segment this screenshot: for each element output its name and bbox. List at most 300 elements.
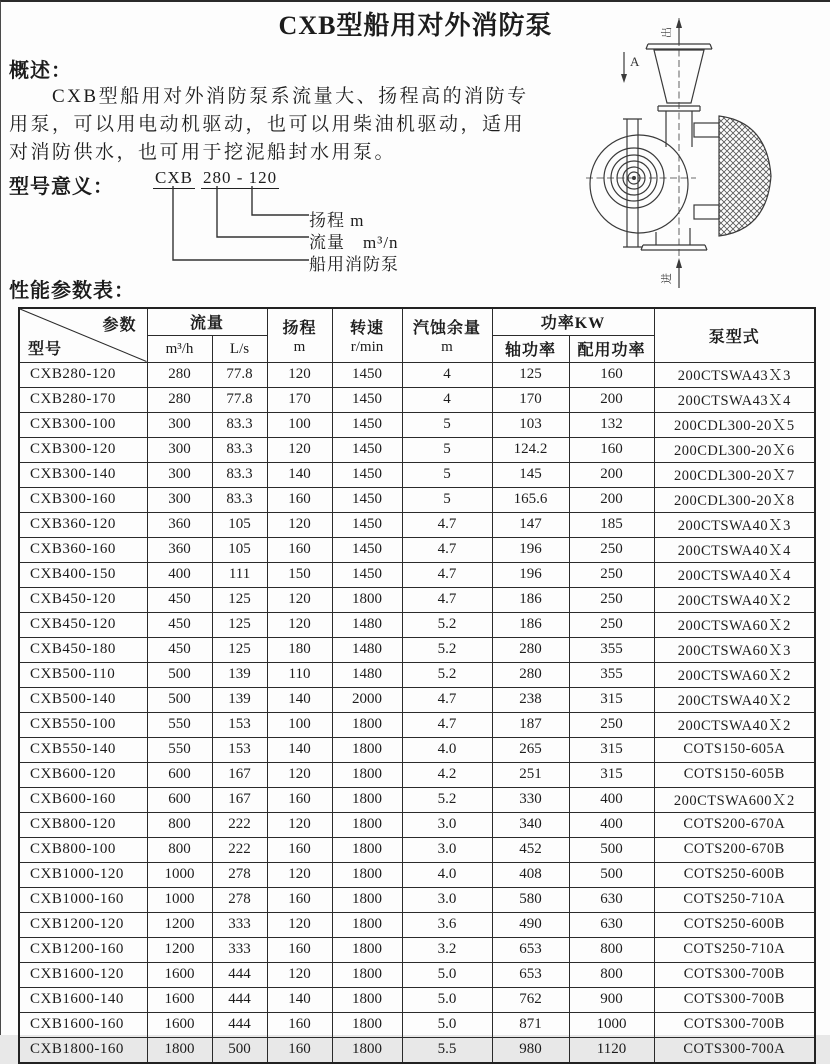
value-cell: 77.8 — [212, 387, 267, 412]
table-row — [19, 837, 815, 862]
value-cell: 1450 — [332, 437, 402, 462]
model-label-pump: 船用消防泵 — [309, 255, 399, 274]
value-cell: 125 — [212, 612, 267, 637]
value-cell: 400 — [569, 787, 654, 812]
model-cell: CXB1600-120 — [19, 962, 147, 987]
pump-type-cell: COTS300-700A — [654, 1037, 815, 1063]
model-cell: CXB1600-140 — [19, 987, 147, 1012]
value-cell: 5 — [402, 462, 492, 487]
value-cell: 400 — [569, 812, 654, 837]
pump-type-cell: 200CTSWA60Ｘ2 — [654, 662, 815, 687]
pump-technical-drawing — [586, 4, 828, 292]
model-cell: CXB450-120 — [19, 587, 147, 612]
value-cell: 153 — [212, 737, 267, 762]
performance-table-heading: 性能参数表： — [9, 280, 135, 302]
value-cell: 4.7 — [402, 687, 492, 712]
value-cell: 4 — [402, 362, 492, 387]
value-cell: 165.6 — [492, 487, 569, 512]
table-row — [19, 862, 815, 887]
value-cell: 153 — [212, 712, 267, 737]
value-cell: 1600 — [147, 1012, 212, 1037]
value-cell: 5 — [402, 412, 492, 437]
value-cell: 1800 — [147, 1037, 212, 1063]
value-cell: 444 — [212, 1012, 267, 1037]
model-code-prefix: CXB — [155, 168, 193, 187]
value-cell: 222 — [212, 837, 267, 862]
value-cell: 186 — [492, 587, 569, 612]
table-row — [19, 987, 815, 1012]
value-cell: 125 — [492, 362, 569, 387]
value-cell: 160 — [267, 1037, 332, 1063]
value-cell: 140 — [267, 462, 332, 487]
pump-type-cell: COTS300-700B — [654, 962, 815, 987]
model-label-head: 扬程 m — [309, 211, 365, 230]
value-cell: 125 — [212, 587, 267, 612]
model-cell: CXB1600-160 — [19, 1012, 147, 1037]
model-cell: CXB1000-120 — [19, 862, 147, 887]
value-cell: 1480 — [332, 662, 402, 687]
value-cell: 140 — [267, 987, 332, 1012]
model-cell: CXB600-120 — [19, 762, 147, 787]
col-header-rated-power: 配用功率 — [569, 335, 654, 362]
value-cell: 500 — [212, 1037, 267, 1063]
model-cell: CXB280-170 — [19, 387, 147, 412]
value-cell: 4.7 — [402, 512, 492, 537]
value-cell: 170 — [492, 387, 569, 412]
value-cell: 980 — [492, 1037, 569, 1063]
value-cell: 250 — [569, 587, 654, 612]
pump-inlet-label: 进 — [661, 273, 673, 284]
value-cell: 444 — [212, 962, 267, 987]
value-cell: 5.0 — [402, 987, 492, 1012]
value-cell: 1800 — [332, 912, 402, 937]
value-cell: 500 — [147, 662, 212, 687]
value-cell: 1450 — [332, 387, 402, 412]
pump-type-cell: 200CDL300-20Ｘ5 — [654, 412, 815, 437]
value-cell: 83.3 — [212, 437, 267, 462]
value-cell: 120 — [267, 812, 332, 837]
value-cell: 444 — [212, 987, 267, 1012]
value-cell: 653 — [492, 962, 569, 987]
value-cell: 120 — [267, 962, 332, 987]
col-header-flow: 流量 — [147, 308, 267, 335]
table-row — [19, 487, 815, 512]
value-cell: 140 — [267, 687, 332, 712]
model-cell: CXB300-100 — [19, 412, 147, 437]
value-cell: 105 — [212, 537, 267, 562]
pump-type-cell: 200CDL300-20Ｘ8 — [654, 487, 815, 512]
value-cell: 300 — [147, 462, 212, 487]
value-cell: 140 — [267, 737, 332, 762]
value-cell: 1000 — [147, 862, 212, 887]
pump-type-cell: COTS250-600B — [654, 862, 815, 887]
value-cell: 4.7 — [402, 562, 492, 587]
value-cell: 139 — [212, 687, 267, 712]
value-cell: 120 — [267, 862, 332, 887]
value-cell: 4.7 — [402, 537, 492, 562]
pump-type-cell: COTS250-710A — [654, 937, 815, 962]
table-row — [19, 412, 815, 437]
pump-type-cell: 200CTSWA40Ｘ2 — [654, 587, 815, 612]
model-cell: CXB360-120 — [19, 512, 147, 537]
col-header-model-param — [19, 308, 147, 362]
value-cell: 360 — [147, 512, 212, 537]
pump-type-cell: 200CDL300-20Ｘ7 — [654, 462, 815, 487]
pump-type-cell: 200CTSWA40Ｘ2 — [654, 687, 815, 712]
value-cell: 600 — [147, 762, 212, 787]
value-cell: 1450 — [332, 537, 402, 562]
value-cell: 5 — [402, 437, 492, 462]
model-cell: CXB300-140 — [19, 462, 147, 487]
col-header-speed: 转速 r/min — [332, 308, 402, 362]
value-cell: 400 — [147, 562, 212, 587]
value-cell: 871 — [492, 1012, 569, 1037]
value-cell: 200 — [569, 487, 654, 512]
table-row — [19, 437, 815, 462]
pump-type-cell: 200CTSWA40Ｘ2 — [654, 712, 815, 737]
model-cell: CXB280-120 — [19, 362, 147, 387]
pump-type-cell: 200CTSWA60Ｘ3 — [654, 637, 815, 662]
model-cell: CXB1000-160 — [19, 887, 147, 912]
value-cell: 160 — [267, 787, 332, 812]
col-header-flow-m3h: m³/h — [147, 335, 212, 362]
value-cell: 167 — [212, 787, 267, 812]
value-cell: 3.6 — [402, 912, 492, 937]
table-row — [19, 962, 815, 987]
value-cell: 4 — [402, 387, 492, 412]
table-row — [19, 737, 815, 762]
value-cell: 160 — [267, 487, 332, 512]
value-cell: 1800 — [332, 937, 402, 962]
pump-type-cell: COTS200-670A — [654, 812, 815, 837]
value-cell: 120 — [267, 762, 332, 787]
value-cell: 150 — [267, 562, 332, 587]
value-cell: 3.0 — [402, 837, 492, 862]
value-cell: 5 — [402, 487, 492, 512]
value-cell: 1800 — [332, 587, 402, 612]
value-cell: 2000 — [332, 687, 402, 712]
value-cell: 3.0 — [402, 812, 492, 837]
model-meaning-heading: 型号意义： — [9, 176, 114, 198]
model-cell: CXB1200-120 — [19, 912, 147, 937]
table-row — [19, 912, 815, 937]
value-cell: 1450 — [332, 362, 402, 387]
pump-type-cell: COTS250-710A — [654, 887, 815, 912]
value-cell: 77.8 — [212, 362, 267, 387]
value-cell: 200 — [569, 387, 654, 412]
pump-outlet-label: 出 — [661, 27, 673, 38]
value-cell: 500 — [569, 862, 654, 887]
value-cell: 490 — [492, 912, 569, 937]
value-cell: 630 — [569, 912, 654, 937]
table-row — [19, 637, 815, 662]
value-cell: 1480 — [332, 637, 402, 662]
value-cell: 265 — [492, 737, 569, 762]
value-cell: 800 — [569, 937, 654, 962]
value-cell: 1600 — [147, 962, 212, 987]
value-cell: 1450 — [332, 412, 402, 437]
value-cell: 200 — [569, 462, 654, 487]
value-cell: 1800 — [332, 1037, 402, 1063]
pump-type-cell: 200CTSWA40Ｘ4 — [654, 537, 815, 562]
value-cell: 278 — [212, 887, 267, 912]
value-cell: 196 — [492, 537, 569, 562]
value-cell: 5.5 — [402, 1037, 492, 1063]
value-cell: 580 — [492, 887, 569, 912]
table-row — [19, 387, 815, 412]
value-cell: 1800 — [332, 837, 402, 862]
value-cell: 187 — [492, 712, 569, 737]
table-row — [19, 812, 815, 837]
col-header-shaft-power: 轴功率 — [492, 335, 569, 362]
value-cell: 83.3 — [212, 487, 267, 512]
value-cell: 160 — [569, 362, 654, 387]
value-cell: 1800 — [332, 1012, 402, 1037]
pump-type-cell: COTS150-605B — [654, 762, 815, 787]
value-cell: 251 — [492, 762, 569, 787]
value-cell: 500 — [569, 837, 654, 862]
value-cell: 196 — [492, 562, 569, 587]
corner-model-label: 型号 — [28, 340, 63, 358]
value-cell: 800 — [147, 812, 212, 837]
table-row — [19, 787, 815, 812]
page-title: CXB型船用对外消防泵 — [278, 11, 553, 40]
value-cell: 450 — [147, 587, 212, 612]
value-cell: 4.0 — [402, 862, 492, 887]
overview-text-line: 用泵，可以用电动机驱动，也可以用柴油机驱动，适用 — [9, 114, 526, 135]
value-cell: 160 — [267, 1012, 332, 1037]
value-cell: 315 — [569, 687, 654, 712]
value-cell: 132 — [569, 412, 654, 437]
value-cell: 5.0 — [402, 962, 492, 987]
value-cell: 1450 — [332, 562, 402, 587]
value-cell: 1800 — [332, 987, 402, 1012]
value-cell: 124.2 — [492, 437, 569, 462]
value-cell: 600 — [147, 787, 212, 812]
model-cell: CXB800-100 — [19, 837, 147, 862]
value-cell: 4.7 — [402, 712, 492, 737]
value-cell: 550 — [147, 712, 212, 737]
value-cell: 1120 — [569, 1037, 654, 1063]
value-cell: 1800 — [332, 712, 402, 737]
model-cell: CXB400-150 — [19, 562, 147, 587]
model-code-numbers: 280 - 120 — [202, 168, 278, 187]
performance-table — [18, 307, 816, 1064]
value-cell: 333 — [212, 937, 267, 962]
value-cell: 160 — [569, 437, 654, 462]
overview-text-line: 对消防供水，也可用于挖泥船封水用泵。 — [9, 142, 397, 163]
pump-type-cell: COTS200-670B — [654, 837, 815, 862]
value-cell: 186 — [492, 612, 569, 637]
value-cell: 111 — [212, 562, 267, 587]
value-cell: 630 — [569, 887, 654, 912]
value-cell: 280 — [147, 362, 212, 387]
table-row — [19, 1037, 815, 1063]
value-cell: 222 — [212, 812, 267, 837]
value-cell: 300 — [147, 437, 212, 462]
value-cell: 147 — [492, 512, 569, 537]
table-row — [19, 587, 815, 612]
value-cell: 105 — [212, 512, 267, 537]
table-row — [19, 362, 815, 387]
value-cell: 1200 — [147, 912, 212, 937]
value-cell: 170 — [267, 387, 332, 412]
pump-type-cell: 200CTSWA43Ｘ4 — [654, 387, 815, 412]
value-cell: 3.2 — [402, 937, 492, 962]
value-cell: 250 — [569, 612, 654, 637]
table-row — [19, 937, 815, 962]
col-header-pump-type: 泵型式 — [654, 308, 815, 362]
model-cell: CXB300-160 — [19, 487, 147, 512]
model-cell: CXB600-160 — [19, 787, 147, 812]
model-cell: CXB550-100 — [19, 712, 147, 737]
value-cell: 330 — [492, 787, 569, 812]
value-cell: 355 — [569, 662, 654, 687]
table-row — [19, 537, 815, 562]
value-cell: 1000 — [569, 1012, 654, 1037]
value-cell: 800 — [569, 962, 654, 987]
value-cell: 120 — [267, 437, 332, 462]
value-cell: 83.3 — [212, 412, 267, 437]
value-cell: 238 — [492, 687, 569, 712]
value-cell: 762 — [492, 987, 569, 1012]
value-cell: 360 — [147, 537, 212, 562]
value-cell: 160 — [267, 937, 332, 962]
value-cell: 120 — [267, 512, 332, 537]
overview-heading: 概述： — [9, 60, 72, 82]
value-cell: 1800 — [332, 762, 402, 787]
value-cell: 800 — [147, 837, 212, 862]
value-cell: 5.2 — [402, 612, 492, 637]
value-cell: 653 — [492, 937, 569, 962]
value-cell: 5.2 — [402, 662, 492, 687]
value-cell: 1450 — [332, 512, 402, 537]
value-cell: 4.7 — [402, 587, 492, 612]
table-row — [19, 512, 815, 537]
value-cell: 1480 — [332, 612, 402, 637]
value-cell: 1800 — [332, 737, 402, 762]
value-cell: 450 — [147, 612, 212, 637]
model-cell: CXB1800-160 — [19, 1037, 147, 1063]
model-cell: CXB500-140 — [19, 687, 147, 712]
model-code — [153, 168, 279, 188]
value-cell: 900 — [569, 987, 654, 1012]
value-cell: 4.2 — [402, 762, 492, 787]
value-cell: 340 — [492, 812, 569, 837]
value-cell: 300 — [147, 412, 212, 437]
model-label-flow: 流量 m³/n — [309, 233, 399, 252]
col-header-head: 扬程 m — [267, 308, 332, 362]
pump-type-cell: 200CDL300-20Ｘ6 — [654, 437, 815, 462]
value-cell: 160 — [267, 887, 332, 912]
performance-table-body — [19, 362, 815, 1063]
value-cell: 185 — [569, 512, 654, 537]
value-cell: 1800 — [332, 887, 402, 912]
value-cell: 500 — [147, 687, 212, 712]
pump-type-cell: 200CTSWA40Ｘ3 — [654, 512, 815, 537]
value-cell: 1200 — [147, 937, 212, 962]
col-header-flow-ls: L/s — [212, 335, 267, 362]
value-cell: 278 — [212, 862, 267, 887]
value-cell: 120 — [267, 912, 332, 937]
value-cell: 100 — [267, 712, 332, 737]
pump-type-cell: 200CTSWA43Ｘ3 — [654, 362, 815, 387]
section-a-label: A — [630, 54, 640, 69]
value-cell: 120 — [267, 362, 332, 387]
value-cell: 167 — [212, 762, 267, 787]
value-cell: 452 — [492, 837, 569, 862]
value-cell: 280 — [492, 662, 569, 687]
value-cell: 145 — [492, 462, 569, 487]
value-cell: 315 — [569, 737, 654, 762]
value-cell: 4.0 — [402, 737, 492, 762]
value-cell: 103 — [492, 412, 569, 437]
value-cell: 280 — [147, 387, 212, 412]
table-row — [19, 562, 815, 587]
col-header-npsh: 汽蚀余量 m — [402, 308, 492, 362]
pump-type-cell: 200CTSWA40Ｘ4 — [654, 562, 815, 587]
pump-type-cell: COTS300-700B — [654, 1012, 815, 1037]
value-cell: 120 — [267, 612, 332, 637]
value-cell: 408 — [492, 862, 569, 887]
value-cell: 333 — [212, 912, 267, 937]
value-cell: 110 — [267, 662, 332, 687]
pump-type-cell: COTS300-700B — [654, 987, 815, 1012]
value-cell: 355 — [569, 637, 654, 662]
overview-text-line: CXB型船用对外消防泵系流量大、扬程高的消防专 — [9, 86, 529, 107]
model-cell: CXB360-160 — [19, 537, 147, 562]
model-cell: CXB800-120 — [19, 812, 147, 837]
model-cell: CXB450-180 — [19, 637, 147, 662]
model-diagram-lines — [151, 186, 311, 266]
value-cell: 250 — [569, 562, 654, 587]
table-row — [19, 462, 815, 487]
value-cell: 100 — [267, 412, 332, 437]
value-cell: 1450 — [332, 487, 402, 512]
table-row — [19, 1012, 815, 1037]
pump-type-cell: COTS150-605A — [654, 737, 815, 762]
value-cell: 160 — [267, 837, 332, 862]
table-row — [19, 762, 815, 787]
value-cell: 1800 — [332, 812, 402, 837]
value-cell: 180 — [267, 637, 332, 662]
model-cell: CXB1200-160 — [19, 937, 147, 962]
value-cell: 139 — [212, 662, 267, 687]
table-row — [19, 887, 815, 912]
col-header-power: 功率KW — [492, 308, 654, 335]
pump-type-cell: 200CTSWA60Ｘ2 — [654, 612, 815, 637]
value-cell: 1800 — [332, 862, 402, 887]
table-row — [19, 662, 815, 687]
value-cell: 3.0 — [402, 887, 492, 912]
value-cell: 5.2 — [402, 787, 492, 812]
pump-type-cell: COTS250-600B — [654, 912, 815, 937]
model-cell: CXB500-110 — [19, 662, 147, 687]
value-cell: 83.3 — [212, 462, 267, 487]
model-cell: CXB550-140 — [19, 737, 147, 762]
value-cell: 300 — [147, 487, 212, 512]
value-cell: 250 — [569, 712, 654, 737]
value-cell: 250 — [569, 537, 654, 562]
model-cell: CXB300-120 — [19, 437, 147, 462]
value-cell: 125 — [212, 637, 267, 662]
corner-param-label: 参数 — [102, 317, 137, 334]
value-cell: 5.0 — [402, 1012, 492, 1037]
value-cell: 120 — [267, 587, 332, 612]
value-cell: 1600 — [147, 987, 212, 1012]
value-cell: 160 — [267, 537, 332, 562]
value-cell: 1450 — [332, 462, 402, 487]
